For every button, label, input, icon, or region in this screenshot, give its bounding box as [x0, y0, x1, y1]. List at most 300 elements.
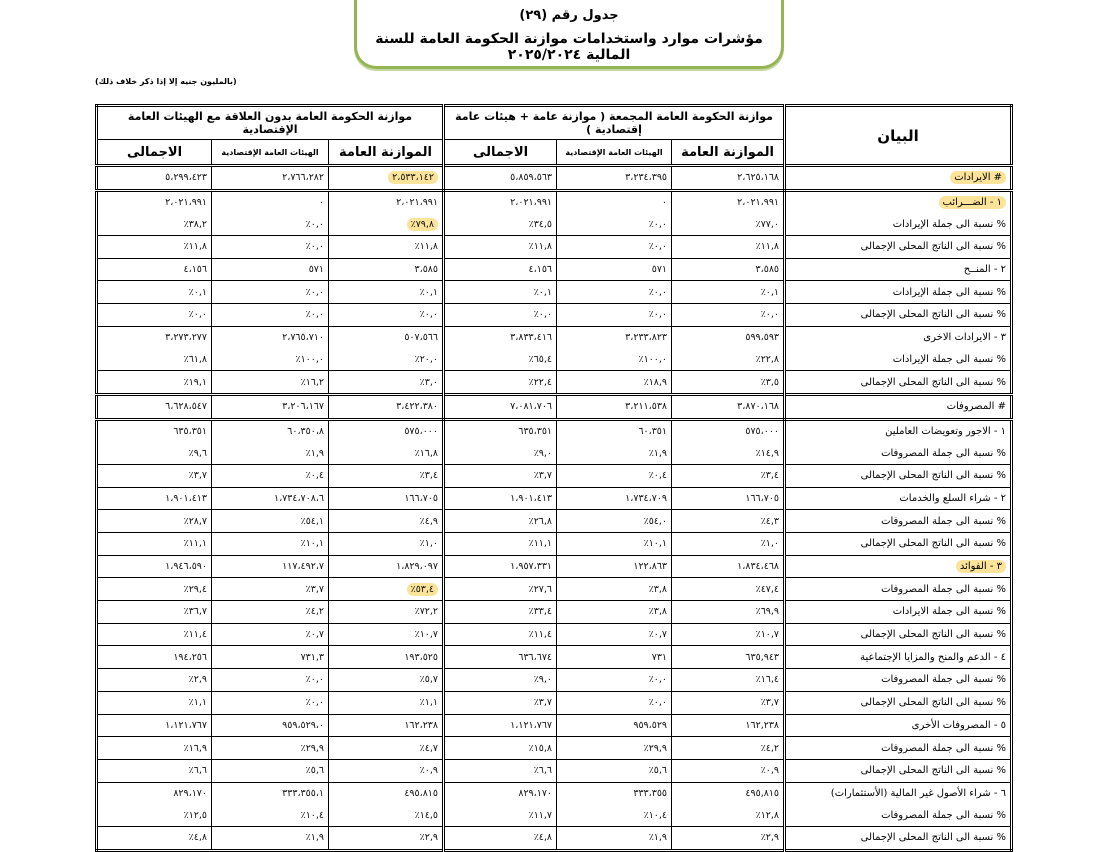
cell-value: ٪٠,٧ [648, 629, 668, 641]
row-label-cell [785, 759, 1012, 782]
cell-total-excl [97, 601, 212, 624]
row-label: % نسبة الى جملة المصروفات [881, 809, 1007, 821]
cell-value: ٪٤,٢ [760, 742, 780, 754]
cell-economic-authorities-excl [212, 190, 329, 213]
cell-general-budget [672, 623, 785, 646]
cell-general-budget [672, 281, 785, 304]
table-row [97, 533, 1012, 556]
cell-value: ٪٩,٠ [533, 674, 553, 686]
cell-total-excl [97, 258, 212, 281]
header-economic-authorities-1: الهيئات العامة الإقتصادية [557, 140, 672, 166]
cell-value: ٪٠,٠ [760, 309, 780, 321]
cell-value: ٪٢٧,٦ [528, 583, 553, 595]
cell-value: ٪٣,٧ [533, 470, 553, 482]
cell-consolidated-total [444, 371, 557, 395]
cell-general-budget [672, 691, 785, 714]
cell-consolidated-total [444, 623, 557, 646]
cell-economic-authorities-excl [212, 442, 329, 464]
cell-general-budget-excl [329, 487, 444, 510]
cell-general-budget [672, 213, 785, 235]
cell-value: ٤٩٥,٨١٥ [745, 787, 780, 799]
cell-value: ٪٣,٤ [419, 470, 439, 482]
cell-value: ٪٤,٢ [305, 606, 325, 618]
cell-economic-authorities [557, 281, 672, 304]
cell-value: ١٦٦،٧٠٥ [745, 492, 780, 504]
row-label: % نسبة الى الناتج المحلى الإجمالى [860, 241, 1007, 253]
cell-value: ١،٩٥٧،٣٣١ [510, 561, 553, 573]
row-label: % نسبة الى الناتج المحلى الإجمالى [860, 470, 1007, 482]
table-row [97, 487, 1012, 510]
budget-indicators-table [95, 104, 1013, 852]
cell-general-budget [672, 533, 785, 556]
cell-value: ٪١١,٨ [414, 241, 439, 253]
cell-economic-authorities [557, 213, 672, 235]
cell-general-budget-excl [329, 804, 444, 826]
cell-consolidated-total [444, 578, 557, 601]
cell-value: ٦،٦٢٨،٥٤٧ [165, 401, 208, 413]
cell-value: ١٦٢,٢٣٨ [745, 719, 780, 731]
cell-value: ٪٣,٥ [760, 376, 780, 388]
row-label: ٦ - شراء الأصول غير المالية (الأستثمارات) [830, 787, 1007, 799]
table-row [97, 555, 1012, 578]
row-label: % نسبة الى جملة المصروفات [881, 515, 1007, 527]
cell-value: ٪١٢,٨ [755, 809, 780, 821]
cell-total-excl [97, 578, 212, 601]
table-row [97, 464, 1012, 487]
cell-value: ٣،٥٨٥ [755, 264, 780, 276]
cell-value: ٪٣,٧ [533, 697, 553, 709]
cell-economic-authorities [557, 236, 672, 259]
table-total-row [97, 166, 1012, 191]
row-label-cell [785, 442, 1012, 464]
cell-value: ٣٣٣،٣٥٥ [633, 787, 668, 799]
units-note: (بالمليون جنيه إلا إذا ذكر خلاف ذلك) [95, 77, 237, 86]
cell-value: ٪١١,٤ [528, 629, 553, 641]
table-row [97, 737, 1012, 760]
cell-economic-authorities [557, 510, 672, 533]
cell-general-budget [672, 371, 785, 395]
cell-value: ٪٠,٠ [648, 309, 668, 321]
cell-value: ٢،٠٢١،٩٩١ [396, 197, 439, 209]
cell-value: ٪١٠,٤ [643, 809, 668, 821]
cell-value: ٪١١,١ [528, 538, 553, 550]
cell-general-budget [672, 555, 785, 578]
row-label: ١ - الاجور وتعويضات العاملين [885, 425, 1007, 437]
cell-consolidated-total [444, 737, 557, 760]
cell-general-budget-excl [329, 190, 444, 213]
cell-general-budget-excl [329, 669, 444, 692]
cell-general-budget-excl [329, 646, 444, 669]
cell-value: ٪٣,٤ [760, 470, 780, 482]
row-label-cell [785, 510, 1012, 533]
row-label-cell [785, 394, 1012, 419]
cell-consolidated-total [444, 782, 557, 804]
row-label-cell [785, 487, 1012, 510]
cell-consolidated-total [444, 213, 557, 235]
cell-value: ١،٩٠١،٤١٣ [165, 492, 208, 504]
cell-economic-authorities-excl [212, 578, 329, 601]
cell-total-excl [97, 190, 212, 213]
table-title-box [354, 0, 784, 69]
cell-general-budget-excl [329, 578, 444, 601]
cell-value: ٪١٤,٩ [755, 447, 780, 459]
cell-value: ١٢٢،٨٦٣ [633, 561, 668, 573]
row-label-cell [785, 281, 1012, 304]
row-label: % نسبة الى جملة الإيرادات [892, 218, 1007, 230]
row-label: % نسبة الى جملة المصروفات [881, 674, 1007, 686]
cell-value: ٪١١,٨ [183, 241, 208, 253]
row-label: % نسبة الى جملة الإيرادات [892, 286, 1007, 298]
cell-total-excl [97, 419, 212, 442]
cell-value: ٣،٥٨٥ [414, 264, 439, 276]
row-label-cell [785, 714, 1012, 737]
cell-value: ٥٠٧،٥٦٦ [404, 332, 439, 344]
cell-economic-authorities-excl [212, 236, 329, 259]
cell-value: ٪٠,٤ [648, 470, 668, 482]
cell-value: ٪٩,٦ [188, 447, 208, 459]
cell-value: ٪١١,٧ [528, 809, 553, 821]
table-row [97, 601, 1012, 624]
row-label-cell [785, 782, 1012, 804]
row-label: ٤ - الدعم والمنح والمزايا الإجتماعية [860, 651, 1007, 663]
row-label-cell [785, 166, 1012, 191]
cell-value: ٪٢,٩ [419, 832, 439, 844]
header-group-without-authorities: موازنة الحكومة العامة بدون العلاقة مع الهيئات العامة الإقتصادية [97, 106, 444, 140]
cell-economic-authorities-excl [212, 737, 329, 760]
cell-general-budget [672, 258, 785, 281]
table-title: مؤشرات موارد واستخدامات موازنة الحكومة العامة للسنة المالية ٢٠٢٥/٢٠٢٤ [375, 31, 763, 63]
row-label: ٣ - الايرادات الاخرى [923, 332, 1007, 344]
cell-value: ٪٥,٦ [305, 765, 325, 777]
cell-general-budget-excl [329, 281, 444, 304]
cell-economic-authorities-excl [212, 464, 329, 487]
cell-value: ٦٠،٣٥١ [638, 425, 668, 437]
cell-value: ٦٠،٣٥٠،٨ [287, 425, 325, 437]
cell-general-budget [672, 326, 785, 348]
cell-economic-authorities [557, 487, 672, 510]
table-number: جدول رقم (٢٩) [519, 8, 619, 23]
cell-consolidated-total [444, 258, 557, 281]
cell-value: ٪١,٩ [648, 447, 668, 459]
table-row [97, 326, 1012, 348]
row-label-cell [785, 737, 1012, 760]
header-total-2: الاجمالى [97, 140, 212, 166]
row-label: % نسبة الى الناتج المحلى الإجمالى [860, 697, 1007, 709]
cell-general-budget-excl [329, 349, 444, 371]
cell-economic-authorities [557, 419, 672, 442]
cell-value: ٪٠,٩ [760, 765, 780, 777]
cell-value: ٪٦٩,٩ [755, 606, 780, 618]
table-row [97, 623, 1012, 646]
cell-total-excl [97, 782, 212, 804]
cell-value: ٤،١٥٦ [528, 264, 553, 276]
cell-value: ٥٧١ [308, 264, 325, 276]
row-label-cell [785, 190, 1012, 213]
cell-value: ٪١,٩ [305, 447, 325, 459]
cell-total-excl [97, 166, 212, 191]
row-label: % نسبة الى جملة الإيرادات [892, 353, 1007, 365]
cell-consolidated-total [444, 166, 557, 191]
cell-economic-authorities-excl [212, 371, 329, 395]
cell-economic-authorities-excl [212, 487, 329, 510]
cell-general-budget-excl [329, 601, 444, 624]
cell-economic-authorities [557, 190, 672, 213]
cell-general-budget-excl [329, 442, 444, 464]
cell-total-excl [97, 555, 212, 578]
cell-general-budget-excl [329, 394, 444, 419]
cell-value: ٪٦,٦ [533, 765, 553, 777]
cell-value: ٪٤٧,٤ [755, 583, 780, 595]
cell-value: ٣،٢٧٣،٢٧٧ [165, 332, 208, 344]
cell-value: ٢،٧٦٦،٢٨٢ [282, 172, 325, 184]
cell-value: ٣،٢٣٤،٣٩٥ [625, 172, 668, 184]
cell-value: ٦٣٥،٣٥١ [518, 425, 553, 437]
cell-value: ٪١٠,٧ [414, 629, 439, 641]
cell-value: ٪٠,٠ [305, 674, 325, 686]
cell-value: ٦٣٥,٩٤٣ [745, 651, 780, 663]
row-label: ٣ - الفوائد [956, 560, 1006, 573]
row-label: % نسبة الى الناتج المحلى الإجمالى [860, 832, 1007, 844]
cell-value: ٣،٢١١،٥٣٨ [625, 401, 668, 413]
row-label: % نسبة الى الناتج المحلى الإجمالى [860, 765, 1007, 777]
cell-value: ٪١,٩ [648, 832, 668, 844]
cell-general-budget-excl [329, 464, 444, 487]
cell-general-budget [672, 510, 785, 533]
cell-value: ٪٧٩,٨ [407, 218, 438, 231]
cell-consolidated-total [444, 190, 557, 213]
cell-general-budget [672, 419, 785, 442]
cell-value: ٪٤,٣ [760, 515, 780, 527]
cell-value: ٣،٤٢٢،٣٨٠ [396, 401, 439, 413]
cell-total-excl [97, 371, 212, 395]
table-row [97, 190, 1012, 213]
cell-value: ٪٢٨,٧ [183, 515, 208, 527]
table-row [97, 669, 1012, 692]
row-label-cell [785, 326, 1012, 348]
cell-value: ١،١٢١،٧٦٧ [165, 719, 208, 731]
cell-general-budget-excl [329, 555, 444, 578]
cell-value: ٪١٠,٧ [755, 629, 780, 641]
cell-value: ٪٤,٧ [419, 742, 439, 754]
cell-value: ١٦٦،٧٠٥ [404, 492, 439, 504]
cell-value: ٪١١,٨ [528, 241, 553, 253]
cell-value: ٥٧٥،٠٠٠ [404, 425, 439, 437]
row-label: % نسبة الى الناتج المحلى الإجمالى [860, 309, 1007, 321]
cell-value: ٪٩,٠ [533, 447, 553, 459]
cell-value: ٥،٨٥٩،٥٦٣ [510, 172, 553, 184]
cell-economic-authorities-excl [212, 669, 329, 692]
cell-value: ١،٧٣٤،٧٠٩ [625, 492, 668, 504]
table-row [97, 419, 1012, 442]
cell-economic-authorities-excl [212, 394, 329, 419]
cell-value: ١،١٢١،٧٦٧ [510, 719, 553, 731]
row-label: ٢ - المنــح [963, 264, 1007, 276]
cell-total-excl [97, 623, 212, 646]
cell-economic-authorities [557, 646, 672, 669]
cell-consolidated-total [444, 759, 557, 782]
cell-value: ٪٥٤,١ [300, 515, 325, 527]
cell-value: ٪٣,٨ [648, 606, 668, 618]
cell-value: ٪٠,٩ [419, 765, 439, 777]
cell-economic-authorities [557, 555, 672, 578]
cell-economic-authorities-excl [212, 691, 329, 714]
row-label: ٥ - المصروفات الأخرى [911, 719, 1007, 731]
row-label-cell [785, 258, 1012, 281]
cell-value: ٧،٠٨١،٧٠٦ [510, 401, 553, 413]
cell-general-budget [672, 714, 785, 737]
cell-general-budget [672, 759, 785, 782]
cell-economic-authorities-excl [212, 804, 329, 826]
cell-total-excl [97, 759, 212, 782]
cell-value: ٦٣٦،٦٧٤ [518, 651, 553, 663]
cell-consolidated-total [444, 646, 557, 669]
cell-general-budget-excl [329, 326, 444, 348]
row-label: ١ - الضـــرائب [939, 196, 1007, 209]
cell-value: ٪١٠٠,٠ [638, 353, 668, 365]
cell-value: ٪٣,٧ [760, 697, 780, 709]
cell-total-excl [97, 804, 212, 826]
cell-value: ٪١,٠ [419, 538, 439, 550]
cell-value: ٪١٨,٩ [643, 376, 668, 388]
cell-consolidated-total [444, 281, 557, 304]
cell-value: ٪٢٩,٩ [300, 742, 325, 754]
cell-consolidated-total [444, 691, 557, 714]
header-economic-authorities-2: الهيئات العامة الإقتصادية [212, 140, 329, 166]
row-label-cell [785, 691, 1012, 714]
table-row [97, 442, 1012, 464]
cell-general-budget [672, 349, 785, 371]
table-body [97, 166, 1012, 851]
cell-total-excl [97, 533, 212, 556]
header-group-consolidated: موازنة الحكومة العامة المجمعة ( موازنة عامة + هيئات عامة إقتصادية ) [444, 106, 785, 140]
cell-value: ٪٥٣,٤ [407, 583, 438, 596]
cell-value: ٪٧٧,٠ [755, 218, 780, 230]
row-label: % نسبة الى الناتج المحلى الإجمالى [860, 538, 1007, 550]
row-label: # المصروفات [946, 401, 1007, 413]
cell-general-budget-excl [329, 533, 444, 556]
cell-consolidated-total [444, 349, 557, 371]
row-label-cell [785, 419, 1012, 442]
cell-general-budget [672, 669, 785, 692]
cell-value: ٪٥,٧ [419, 674, 439, 686]
row-label-cell [785, 646, 1012, 669]
cell-consolidated-total [444, 236, 557, 259]
cell-economic-authorities [557, 166, 672, 191]
cell-value: ١،٩٠١،٤١٣ [510, 492, 553, 504]
cell-economic-authorities [557, 623, 672, 646]
table-row [97, 691, 1012, 714]
cell-economic-authorities-excl [212, 555, 329, 578]
cell-value: ١٩٤،٢٥٦ [173, 651, 208, 663]
cell-consolidated-total [444, 669, 557, 692]
row-label: % نسبة الى جملة المصروفات [881, 742, 1007, 754]
cell-value: ٢،٠٢١،٩٩١ [165, 197, 208, 209]
cell-value: ٪٠,٠ [305, 309, 325, 321]
cell-total-excl [97, 442, 212, 464]
cell-value: ٣،٢٣٣،٨٢٣ [625, 332, 668, 344]
cell-value: ٠ [318, 197, 325, 209]
table-row [97, 371, 1012, 395]
cell-value: ٪١١,٨ [755, 241, 780, 253]
cell-total-excl [97, 281, 212, 304]
cell-value: ٪٢٠,٠ [414, 353, 439, 365]
cell-value: ٣،٨٣٣،٤١٦ [510, 332, 553, 344]
cell-total-excl [97, 487, 212, 510]
cell-value: ١١٧،٤٩٢،٧ [282, 561, 325, 573]
cell-value: ٢،٧٦٥،٧١٠ [282, 332, 325, 344]
cell-value: ٪٣٦,٧ [183, 606, 208, 618]
cell-economic-authorities-excl [212, 213, 329, 235]
cell-consolidated-total [444, 464, 557, 487]
cell-general-budget [672, 464, 785, 487]
cell-value: ٤٩٥،٨١٥ [404, 787, 439, 799]
cell-economic-authorities [557, 304, 672, 327]
cell-total-excl [97, 464, 212, 487]
cell-general-budget [672, 394, 785, 419]
cell-general-budget [672, 804, 785, 826]
table-row [97, 213, 1012, 235]
cell-total-excl [97, 737, 212, 760]
cell-total-excl [97, 510, 212, 533]
cell-value: ٪٠,١ [760, 286, 780, 298]
cell-economic-authorities-excl [212, 623, 329, 646]
cell-value: ٪١١,٤ [183, 629, 208, 641]
cell-consolidated-total [444, 326, 557, 348]
cell-value: ٪١,١ [419, 697, 439, 709]
cell-economic-authorities [557, 371, 672, 395]
cell-value: ١،٨٢٩،٠٩٧ [396, 561, 439, 573]
cell-value: ٪٢٢,٤ [528, 376, 553, 388]
cell-total-excl [97, 304, 212, 327]
cell-economic-authorities-excl [212, 601, 329, 624]
cell-economic-authorities [557, 691, 672, 714]
cell-value: ٪١٦,٩ [183, 742, 208, 754]
table-row [97, 804, 1012, 826]
cell-value: ١٦٢،٢٣٨ [404, 719, 439, 731]
row-label-cell [785, 669, 1012, 692]
cell-value: ٪٠,١ [533, 286, 553, 298]
cell-general-budget-excl [329, 714, 444, 737]
cell-value: ٪٣٤,٥ [528, 218, 553, 230]
cell-total-excl [97, 691, 212, 714]
cell-value: ٣،٢٠٦،١٦٧ [282, 401, 325, 413]
cell-value: ٥٧١ [651, 264, 668, 276]
cell-value: ٪١٠,١ [643, 538, 668, 550]
cell-value: ٥٧٥،٠٠٠ [745, 425, 780, 437]
cell-value: ٥٩٩،٥٩٣ [745, 332, 780, 344]
cell-total-excl [97, 236, 212, 259]
cell-general-budget-excl [329, 258, 444, 281]
cell-value: ٪١,١ [188, 697, 208, 709]
cell-value: ٪٤,٩ [419, 515, 439, 527]
cell-general-budget-excl [329, 737, 444, 760]
cell-general-budget-excl [329, 304, 444, 327]
cell-value: ٪٢,٩ [760, 832, 780, 844]
cell-value: ٪٠,٠ [648, 674, 668, 686]
cell-value: ٪٠,٠ [648, 241, 668, 253]
cell-general-budget-excl [329, 510, 444, 533]
cell-value: ٪٠,٠ [305, 286, 325, 298]
cell-value: ٪٣٣,٤ [528, 606, 553, 618]
cell-economic-authorities-excl [212, 510, 329, 533]
cell-consolidated-total [444, 601, 557, 624]
cell-economic-authorities [557, 533, 672, 556]
cell-general-budget [672, 487, 785, 510]
cell-economic-authorities-excl [212, 533, 329, 556]
cell-economic-authorities-excl [212, 782, 329, 804]
table-row [97, 281, 1012, 304]
cell-value: ٪١,٩ [305, 832, 325, 844]
